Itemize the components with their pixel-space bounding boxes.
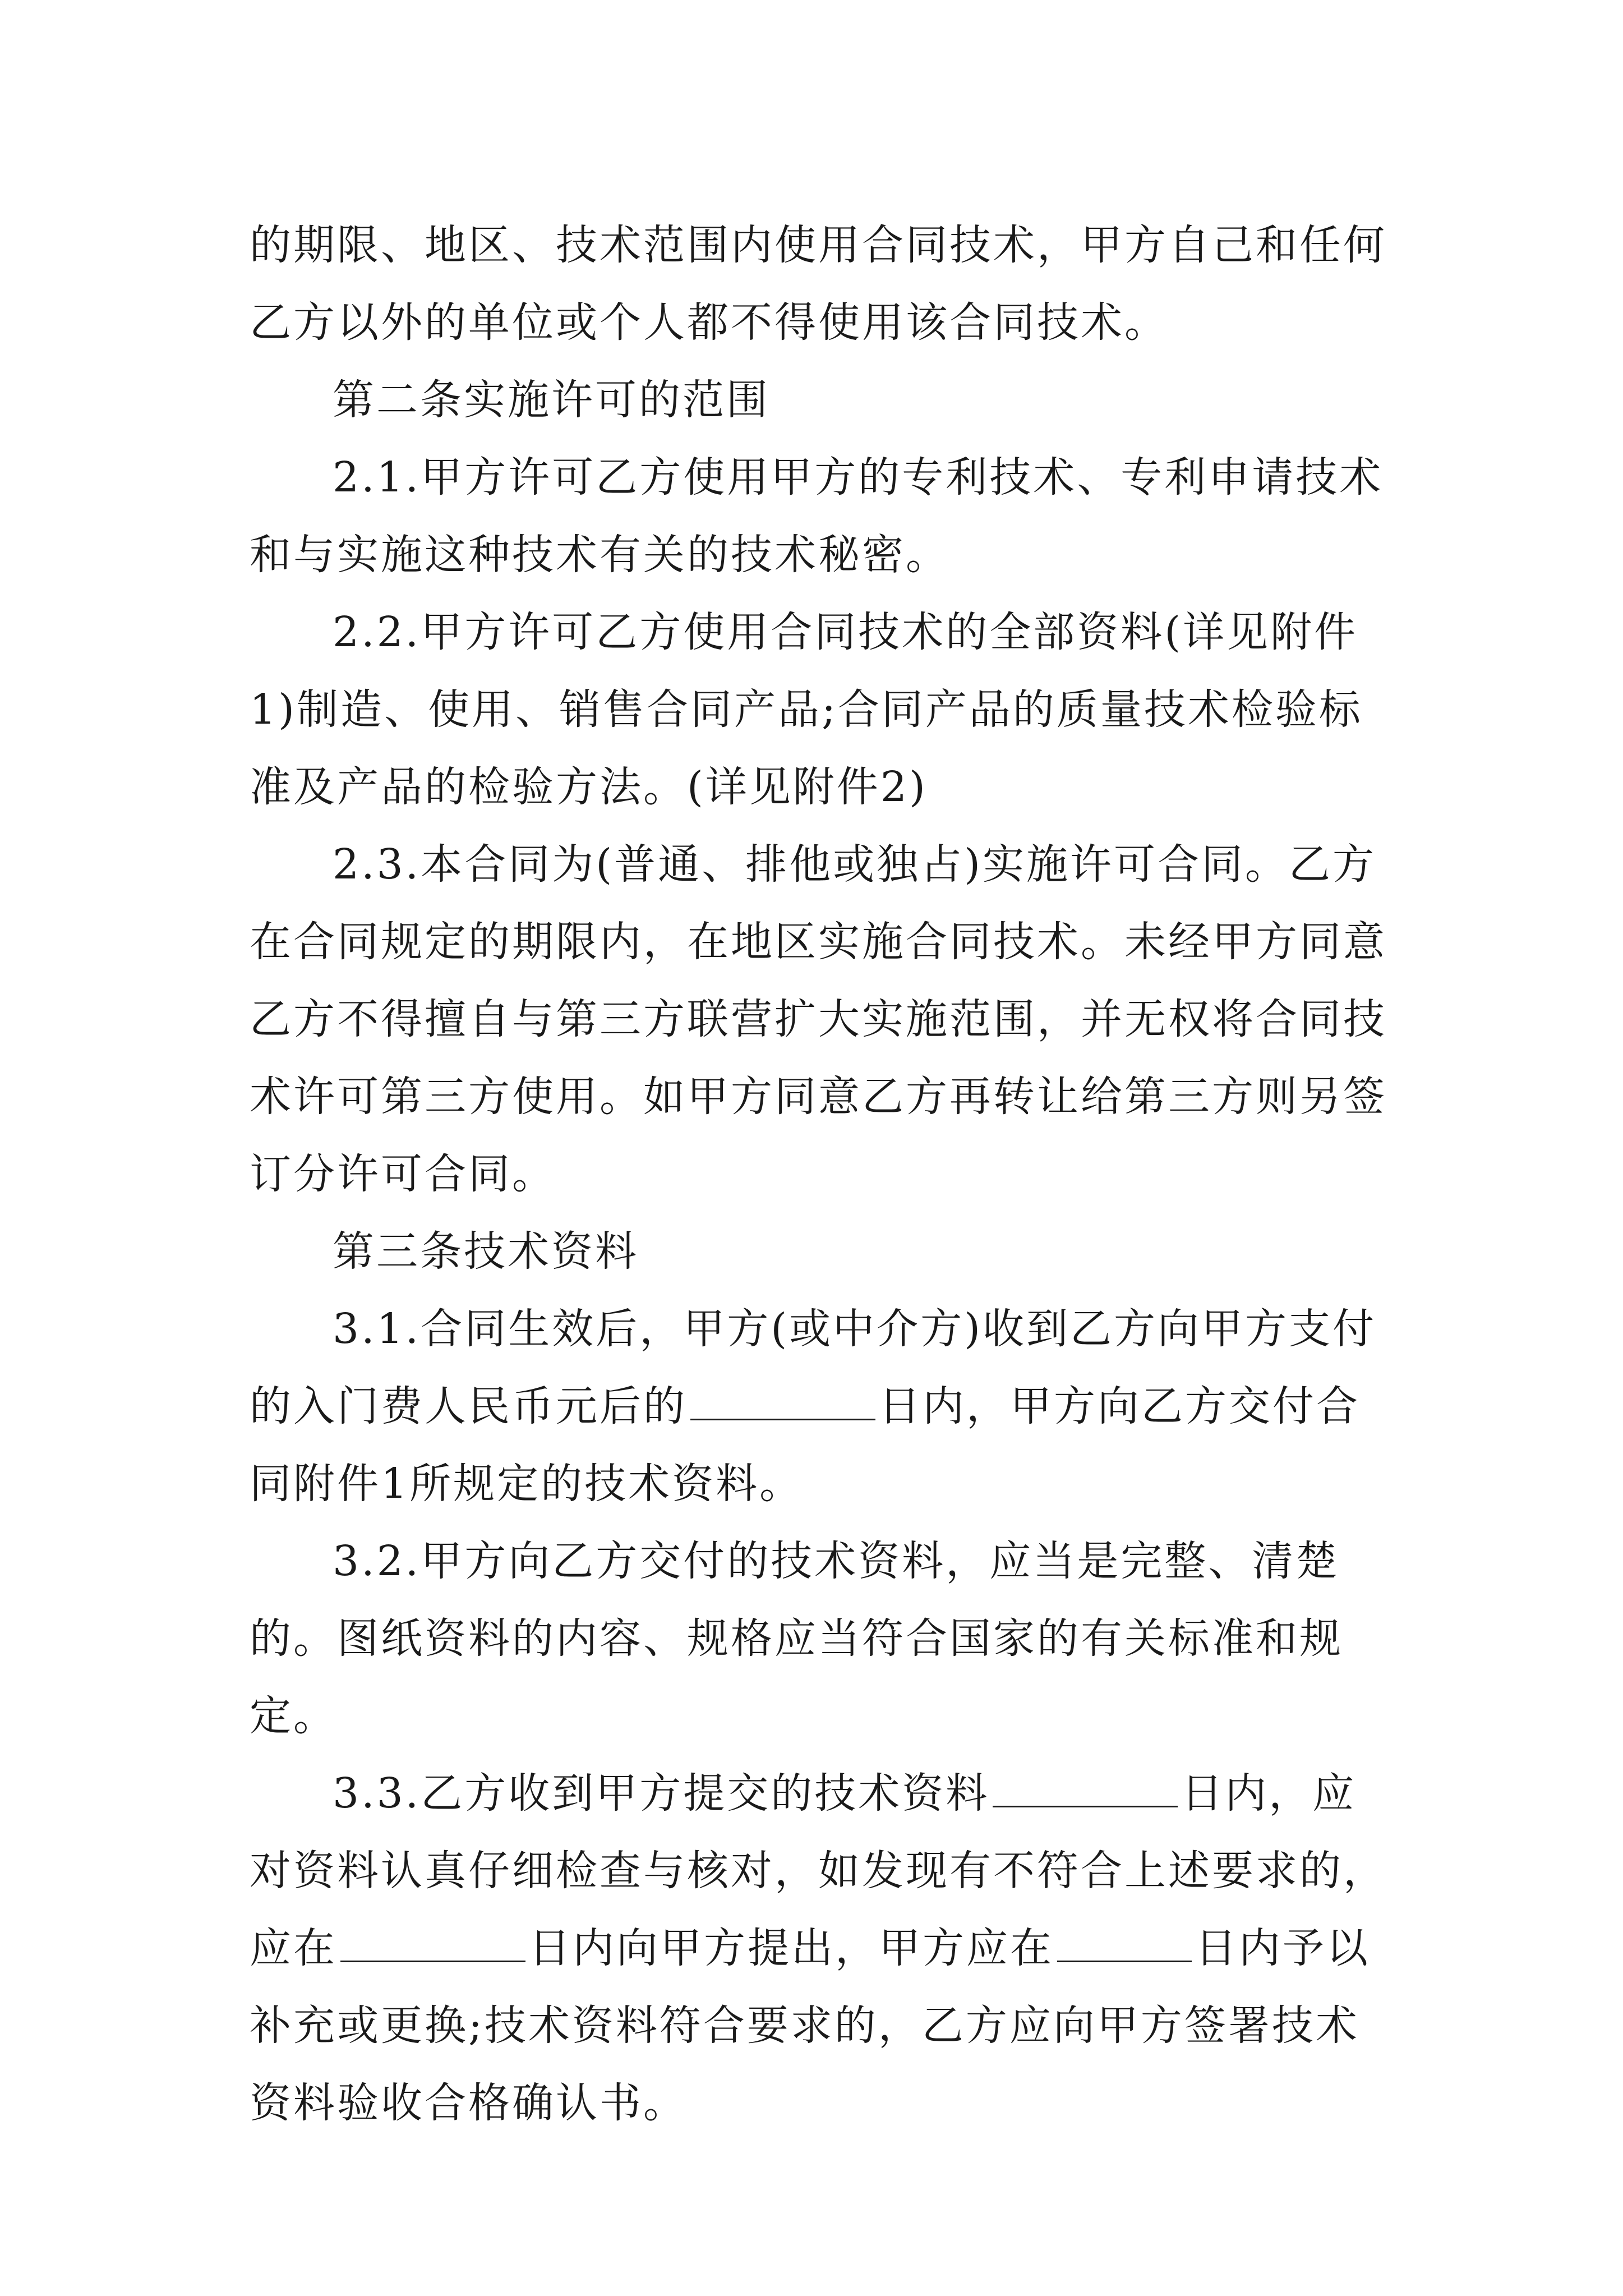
- clause-3-2: 3.2.甲方向乙方交付的技术资料，应当是完整、清楚的。图纸资料的内容、规格应当符合国家的有关标准和规定。: [250, 1537, 1343, 1740]
- clause-2-1: 2.1.甲方许可乙方使用甲方的专利技术、专利申请技术和与实施这种技术有关的技术秘密。: [250, 453, 1384, 579]
- clause-3-3-part-b: 日内，应对资料认真仔细检查与核对，如发现有不符合上述要求的，应在: [250, 1769, 1387, 1972]
- clause-2-3: 2.3.本合同为(普通、排他或独占)实施许可合同。乙方在合同规定的期限内，在地区实施合同技术。未经甲方同意乙方不得擅自与第三方联营扩大实施范围，并无权将合同技术许可第三方使用。如甲方同意乙方再转让给第三方则另签订分许可合同。: [250, 840, 1387, 1198]
- clause-3-3-part-c: 日内向甲方提出，甲方应在: [529, 1924, 1054, 1972]
- clause-3-1-part-b: 日内，甲方向乙方交付合同附件1所规定的技术资料。: [250, 1382, 1360, 1508]
- document-body: [250, 206, 1388, 2142]
- clause-3-3-part-d: 日内予以补充或更换;技术资料符合要求的，乙方应向甲方签署技术资料验收合格确认书。: [250, 1924, 1370, 2127]
- clause-3-3: [250, 1755, 1388, 2142]
- section-heading-2: 第二条实施许可的范围: [333, 376, 770, 424]
- fill-in-blank: [340, 1921, 525, 1962]
- section-heading-3: 第三条技术资料: [333, 1227, 639, 1276]
- fill-in-blank: [993, 1766, 1178, 1807]
- clause-3-1: [250, 1290, 1388, 1522]
- fill-in-blank: [1057, 1921, 1192, 1962]
- clause-2-2: 2.2.甲方许可乙方使用合同技术的全部资料(详见附件1)制造、使用、销售合同产品;合同产品的质量技术检验标准及产品的检验方法。(详见附件2): [250, 608, 1363, 811]
- clause-3-3-part-a: 3.3.乙方收到甲方提交的技术资料: [333, 1769, 990, 1818]
- paragraph-continuation: 的期限、地区、技术范围内使用合同技术，甲方自己和任何乙方以外的单位或个人都不得使用该合同技术。: [250, 221, 1387, 347]
- fill-in-blank: [690, 1379, 875, 1420]
- clause-3-1-part-a: 3.1.合同生效后，甲方(或中介方)收到乙方向甲方支付的入门费人民币元后的: [250, 1305, 1376, 1430]
